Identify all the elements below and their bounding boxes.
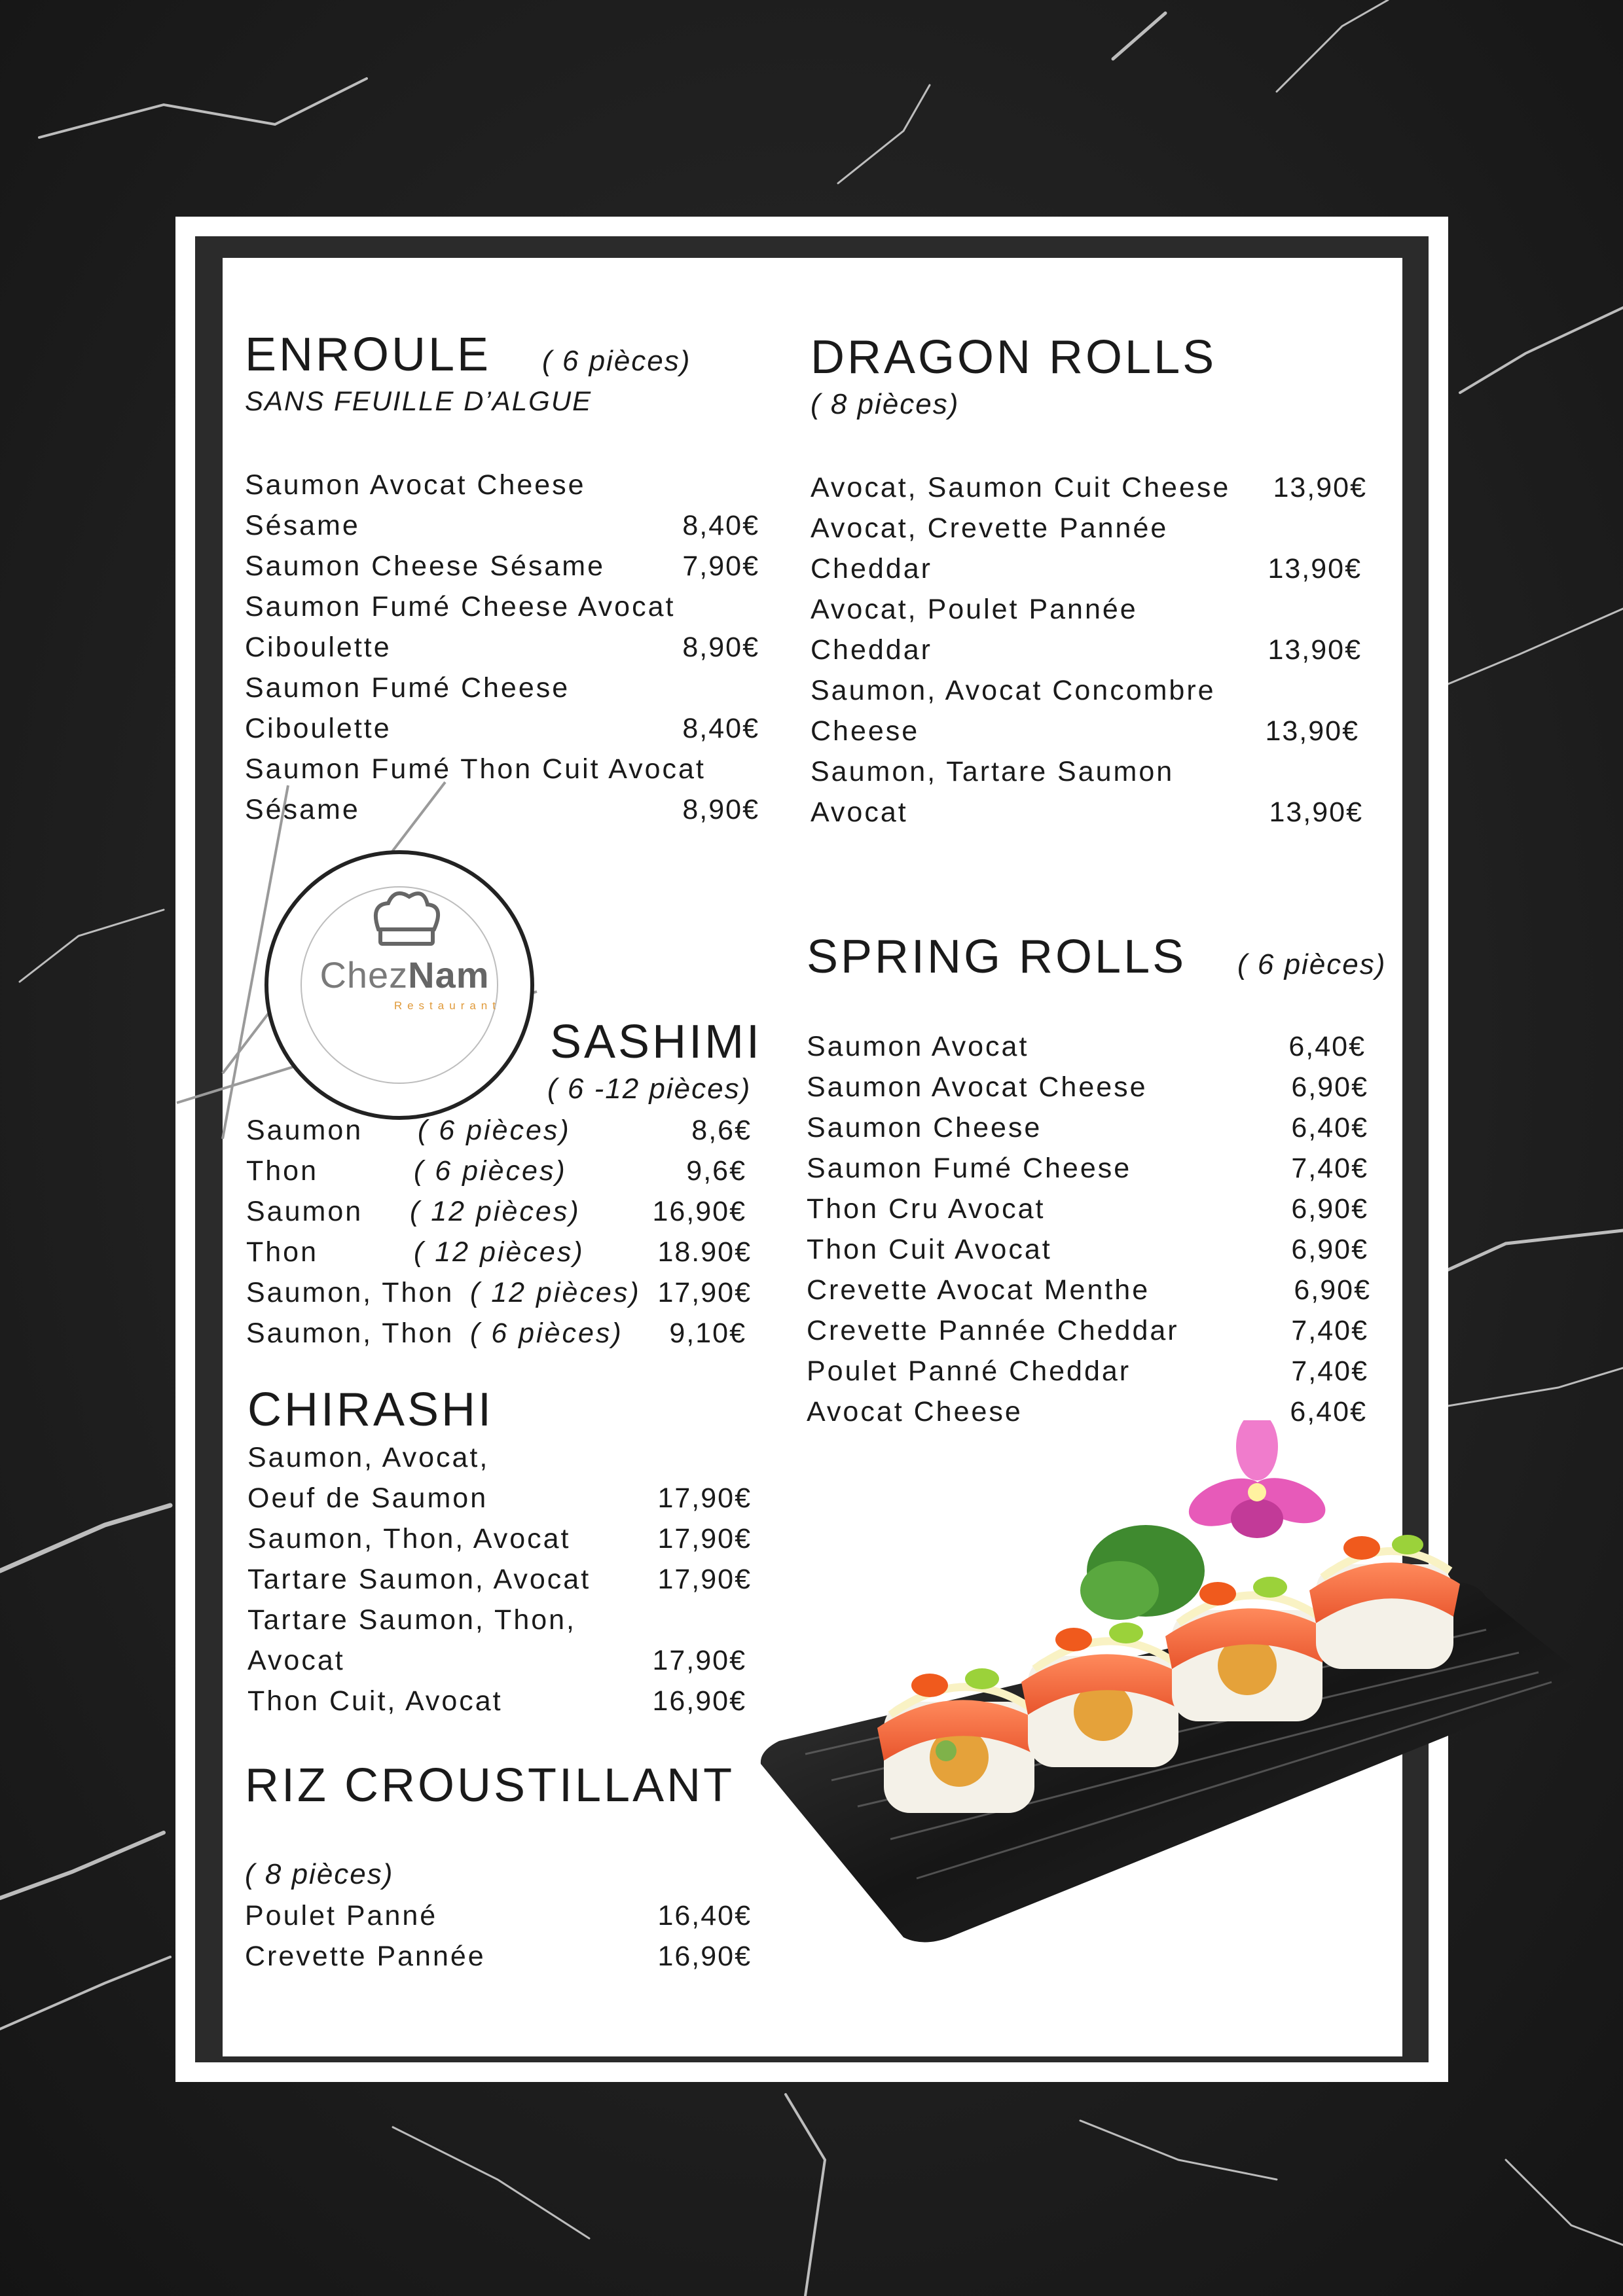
dragon-item-1-line1: Avocat, Saumon Cuit Cheese (811, 472, 1231, 503)
riz-qty: ( 8 pièces) (245, 1858, 394, 1890)
sashimi-item-3-price: 16,90€ (652, 1196, 746, 1227)
spring-qty: ( 6 pièces) (1237, 948, 1387, 980)
chirashi-item-2-line1: Saumon, Thon, Avocat (247, 1523, 571, 1554)
enroule-item-4-line1: Saumon Fumé Cheese (245, 672, 570, 704)
sashimi-item-2-qty: ( 6 pièces) (414, 1155, 567, 1187)
chirashi-item-4-price: 17,90€ (652, 1645, 746, 1676)
dragon-item-2-line2: Cheddar (811, 553, 932, 584)
enroule-item-3-line2: Ciboulette (245, 632, 392, 663)
enroule-item-2-line1: Saumon Cheese Sésame (245, 550, 606, 582)
spring-item-1-price: 6,40€ (1288, 1031, 1366, 1062)
sushi-plate-photo (753, 1420, 1597, 2075)
dragon-item-5-line1: Saumon, Tartare Saumon (811, 756, 1175, 787)
sashimi-item-5-qty: ( 12 pièces) (470, 1277, 641, 1308)
dragon-item-3-line2: Cheddar (811, 634, 932, 666)
riz-item-2-price: 16,90€ (657, 1941, 752, 1972)
enroule-item-4-line2: Ciboulette (245, 713, 392, 744)
dragon-item-5-price: 13,90€ (1269, 797, 1363, 828)
enroule-item-5-price: 8,90€ (682, 794, 759, 825)
chirashi-item-1-price: 17,90€ (657, 1482, 752, 1514)
enroule-item-1-price: 8,40€ (682, 510, 759, 541)
sashimi-item-5-price: 17,90€ (657, 1277, 752, 1308)
dragon-item-4-price: 13,90€ (1265, 715, 1359, 747)
chirashi-item-3-line1: Tartare Saumon, Avocat (247, 1564, 591, 1595)
sashimi-item-4-qty: ( 12 pièces) (414, 1236, 585, 1268)
spring-item-10-name: Avocat Cheese (807, 1396, 1023, 1427)
sashimi-qty: ( 6 -12 pièces) (547, 1073, 752, 1105)
sashimi-item-2-price: 9,6€ (686, 1155, 746, 1187)
enroule-title: ENROULE (245, 329, 492, 381)
sashimi-item-1-name: Saumon (246, 1115, 363, 1146)
enroule-item-4-price: 8,40€ (682, 713, 759, 744)
sashimi-item-6-qty: ( 6 pièces) (470, 1318, 623, 1349)
dragon-item-2-line1: Avocat, Crevette Pannée (811, 512, 1169, 544)
spring-item-6-name: Thon Cuit Avocat (807, 1234, 1052, 1265)
spring-item-5-name: Thon Cru Avocat (807, 1193, 1046, 1225)
enroule-item-3-line1: Saumon Fumé Cheese Avocat (245, 591, 676, 622)
chirashi-item-4-line2: Avocat (247, 1645, 345, 1676)
sashimi-item-3-name: Saumon (246, 1196, 363, 1227)
enroule-qty: ( 6 pièces) (542, 345, 691, 377)
chirashi-item-5-price: 16,90€ (652, 1685, 746, 1717)
logo-name-part1: Chez (319, 954, 409, 996)
dragon-title: DRAGON ROLLS (811, 331, 1217, 384)
dragon-item-1-price: 13,90€ (1273, 472, 1367, 503)
spring-item-7-price: 6,90€ (1294, 1274, 1371, 1306)
enroule-item-2-price: 7,90€ (682, 550, 759, 582)
spring-item-2-name: Saumon Avocat Cheese (807, 1071, 1148, 1103)
dragon-item-5-line2: Avocat (811, 797, 908, 828)
spring-item-4-name: Saumon Fumé Cheese (807, 1153, 1132, 1184)
chirashi-item-4-line1: Tartare Saumon, Thon, (247, 1604, 577, 1636)
sashimi-item-4-price: 18.90€ (657, 1236, 752, 1268)
logo-tagline: Restaurant (393, 999, 501, 1012)
spring-item-9-price: 7,40€ (1291, 1355, 1368, 1387)
spring-item-3-name: Saumon Cheese (807, 1112, 1042, 1143)
sashimi-item-1-qty: ( 6 pièces) (418, 1115, 571, 1146)
spring-item-6-price: 6,90€ (1291, 1234, 1368, 1265)
dragon-qty: ( 8 pièces) (811, 388, 960, 420)
spring-item-2-price: 6,90€ (1291, 1071, 1368, 1103)
dragon-item-2-price: 13,90€ (1267, 553, 1362, 584)
riz-item-1-name: Poulet Panné (245, 1900, 438, 1931)
orchid-flower (1182, 1420, 1332, 1538)
sashimi-title: SASHIMI (550, 1016, 763, 1068)
spring-item-8-price: 7,40€ (1291, 1315, 1368, 1346)
sashimi-item-1-price: 8,6€ (691, 1115, 752, 1146)
sashimi-item-5-name: Saumon, Thon (246, 1277, 454, 1308)
enroule-item-1-line2: Sésame (245, 510, 360, 541)
spring-item-8-name: Crevette Pannée Cheddar (807, 1315, 1179, 1346)
sashimi-item-3-qty: ( 12 pièces) (410, 1196, 581, 1227)
spring-item-1-name: Saumon Avocat (807, 1031, 1029, 1062)
chirashi-item-1-line1: Saumon, Avocat, (247, 1442, 490, 1473)
chirashi-item-3-price: 17,90€ (657, 1564, 752, 1595)
spring-item-4-price: 7,40€ (1291, 1153, 1368, 1184)
enroule-item-5-line2: Sésame (245, 794, 360, 825)
spring-item-3-price: 6,40€ (1291, 1112, 1368, 1143)
enroule-item-3-price: 8,90€ (682, 632, 759, 663)
sashimi-item-2-name: Thon (246, 1155, 319, 1187)
logo-name-part2: Nam (408, 954, 490, 996)
enroule-item-1-line1: Saumon Avocat Cheese (245, 469, 586, 501)
enroule-item-5-line1: Saumon Fumé Thon Cuit Avocat (245, 753, 706, 785)
dragon-item-3-price: 13,90€ (1267, 634, 1362, 666)
dragon-item-4-line2: Cheese (811, 715, 920, 747)
spring-title: SPRING ROLLS (807, 931, 1187, 983)
chirashi-item-1-line2: Oeuf de Saumon (247, 1482, 488, 1514)
chirashi-item-2-price: 17,90€ (657, 1523, 752, 1554)
sashimi-item-6-price: 9,10€ (669, 1318, 746, 1349)
riz-item-1-price: 16,40€ (657, 1900, 752, 1931)
sashimi-item-4-name: Thon (246, 1236, 319, 1268)
spring-item-7-name: Crevette Avocat Menthe (807, 1274, 1150, 1306)
dragon-item-3-line1: Avocat, Poulet Pannée (811, 594, 1138, 625)
spring-item-9-name: Poulet Panné Cheddar (807, 1355, 1131, 1387)
riz-item-2-name: Crevette Pannée (245, 1941, 486, 1972)
chirashi-item-5-line1: Thon Cuit, Avocat (247, 1685, 503, 1717)
enroule-subtitle: SANS FEUILLE D’ALGUE (245, 386, 593, 416)
riz-title: RIZ CROUSTILLANT (245, 1759, 735, 1812)
chirashi-title: CHIRASHI (247, 1384, 494, 1436)
spring-item-10-price: 6,40€ (1290, 1396, 1367, 1427)
sashimi-item-6-name: Saumon, Thon (246, 1318, 454, 1349)
spring-item-5-price: 6,90€ (1291, 1193, 1368, 1225)
dragon-item-4-line1: Saumon, Avocat Concombre (811, 675, 1216, 706)
